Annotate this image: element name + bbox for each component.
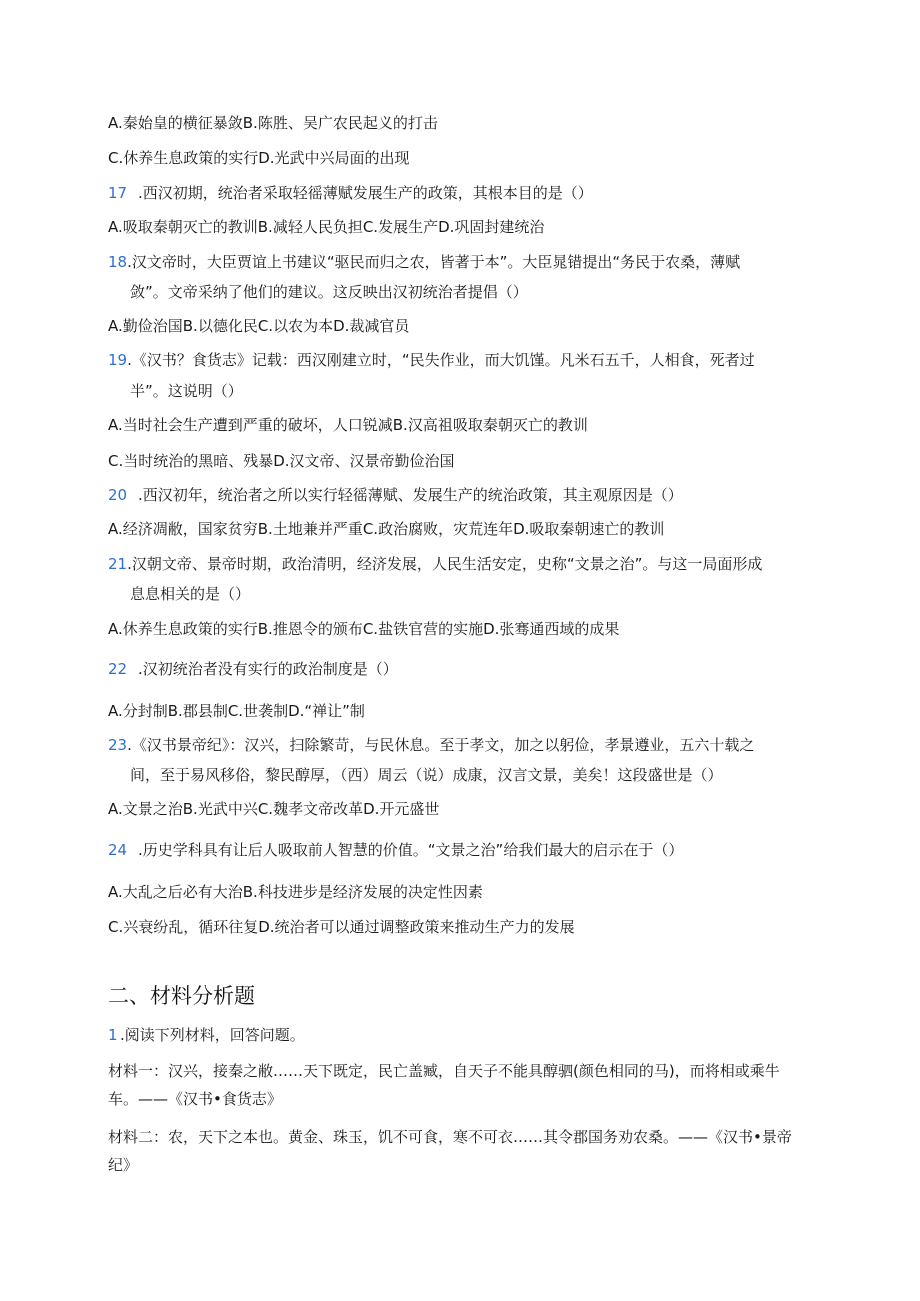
option-line: A.吸取秦朝灭亡的教训B.减轻人民负担C.发展生产D.巩固封建统治 [108,218,545,236]
question-22 [108,659,398,679]
option-line: C.兴衰纷乱，循环往复D.统治者可以通过调整政策来推动生产力的发展 [108,918,575,936]
option-line: C.休养生息政策的实行D.光武中兴局面的出现 [108,149,410,167]
question-17 [108,183,593,203]
question-18 [108,252,740,272]
option-line: A.勤俭治国B.以德化民C.以农为本D.裁减官员 [108,317,410,335]
option-line: A.休养生息政策的实行B.推恩令的颁布C.盐铁官营的实施D.张骞通西域的成果 [108,620,620,638]
material-two-line: 材料二：农，天下之本也。黄金、珠玉，饥不可食，寒不可衣……其令郡国务劝农桑。——《汉书•景帝 [108,1128,792,1146]
question-number: 24 [108,841,128,859]
material-one-line: 材料一：汉兴，接秦之敝……天下既定，民亡盖臧，自天子不能具醇驷(颜色相同的马)，而将相或乘牛 [108,1062,780,1080]
question-number: 1 [108,1026,118,1044]
question-23 [108,735,754,755]
question-number: 22 [108,660,128,678]
option-line: A.大乱之后必有大治B.科技进步是经济发展的决定性因素 [108,883,483,901]
question-text: .汉文帝时，大臣贾谊上书建议“驱民而归之农，皆著于本”。大臣晁错提出“务民于农桑，薄赋 [127,253,741,271]
question-text: .历史学科具有让后人吸取前人智慧的价值。“文景之治”给我们最大的启示在于（） [138,841,684,859]
question-text: .阅读下列材料，回答问题。 [120,1026,305,1044]
question-text: .《汉书？食货志》记载：西汉刚建立时，“民失作业，而大饥馑。凡米石五千，人相食，死者过 [127,351,755,369]
question-text: .《汉书景帝纪》：汉兴，扫除繁苛，与民休息。至于孝文，加之以躬俭，孝景遵业，五六十载之 [127,736,755,754]
question-number: 20 [108,486,128,504]
option-line: C.当时统治的黑暗、残暴D.汉文帝、汉景帝勤俭治国 [108,452,455,470]
question-text: .西汉初期，统治者采取轻徭薄赋发展生产的政策，其根本目的是（） [138,184,593,202]
question-text-continued: 息息相关的是（） [130,585,251,603]
question-24 [108,840,683,860]
question-number: 17 [108,184,128,202]
option-line: A.分封制B.郡县制C.世袭制D.“禅让”制 [108,702,365,720]
question-text: .西汉初年，统治者之所以实行轻徭薄赋、发展生产的统治政策，其主观原因是（） [138,486,683,504]
option-line: A.秦始皇的横征暴敛B.陈胜、吴广农民起义的打击 [108,114,438,132]
material-one-line: 车。——《汉书•食货志》 [108,1090,282,1108]
section-heading: 二、材料分析题 [108,984,255,1008]
question-number: 19 [108,351,128,369]
question-text: .汉朝文帝、景帝时期，政治清明，经济发展，人民生活安定，史称“文景之治”。与这一局面形成 [127,555,763,573]
question-number: 18 [108,253,128,271]
question-text: .汉初统治者没有实行的政治制度是（） [138,660,398,678]
option-line: A.当时社会生产遭到严重的破坏，人口锐减B.汉高祖吸取秦朝灭亡的教训 [108,416,588,434]
option-line: A.经济凋敝，国家贫穷B.土地兼并严重C.政治腐败，灾荒连年D.吸取秦朝速亡的教训 [108,520,665,538]
question-number: 23 [108,736,128,754]
material-question-1 [108,1025,305,1045]
question-text-continued: 间，至于易风移俗，黎民醇厚，（西）周云（说）成康，汉言文景，美矣！这段盛世是（） [130,766,723,784]
question-21 [108,554,762,574]
question-number: 21 [108,555,128,573]
material-two-line: 纪》 [108,1156,139,1174]
question-text-continued: 半”。这说明（） [130,382,243,400]
question-text-continued: 敛”。文帝采纳了他们的建议。这反映出汉初统治者提倡（） [130,283,528,301]
option-line: A.文景之治B.光武中兴C.魏孝文帝改革D.开元盛世 [108,800,440,818]
question-19 [108,350,755,370]
question-20 [108,485,683,505]
